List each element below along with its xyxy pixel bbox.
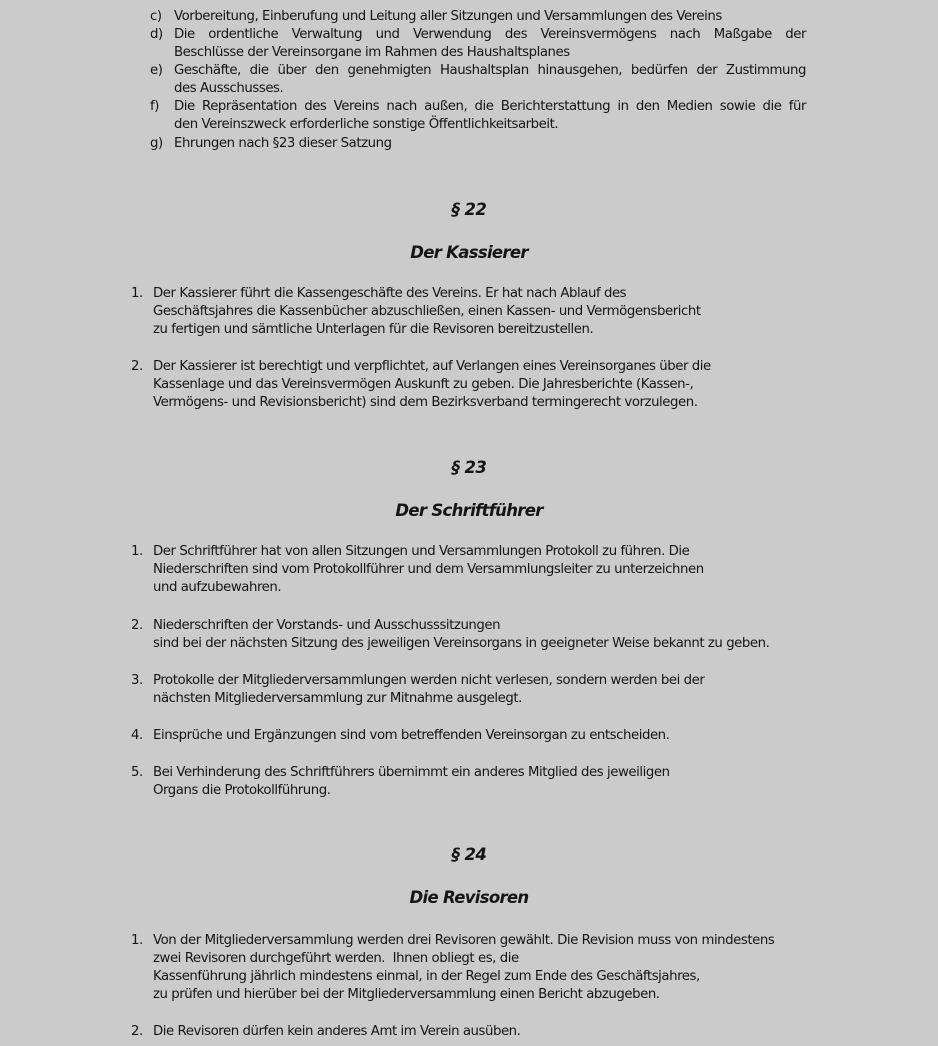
- list-text: nächsten Mitgliederversammlung zur Mitnahme ausgelegt.: [153, 691, 522, 706]
- list-marker: 3.: [131, 673, 143, 688]
- list-text: Einsprüche und Ergänzungen sind vom betreffenden Vereinsorgan zu entscheiden.: [153, 728, 670, 743]
- list-marker: 2.: [131, 618, 143, 633]
- list-text: Kassenführung jährlich mindestens einmal, in der Regel zum Ende des Geschäftsjahres,: [153, 969, 700, 984]
- list-text: des Ausschusses.: [174, 81, 284, 96]
- list-marker: 4.: [131, 728, 143, 743]
- section-number: § 24: [451, 845, 487, 864]
- list-text: zu fertigen und sämtliche Unterlagen für die Revisoren bereitzustellen.: [153, 322, 594, 337]
- list-text: Die Repräsentation des Vereins nach außen, die Berichterstattung in den Medien sowie die für: [174, 99, 806, 114]
- list-text: Protokolle der Mitgliederversammlungen werden nicht verlesen, sondern werden bei der: [153, 673, 705, 688]
- list-text: Die ordentliche Verwaltung und Verwendung des Vereinsvermögens nach Maßgabe der: [174, 27, 806, 42]
- list-text: Niederschriften sind vom Protokollführer und dem Versammlungsleiter zu unterzeichnen: [153, 562, 704, 577]
- list-text: Bei Verhinderung des Schriftführers übernimmt ein anderes Mitglied des jeweiligen: [153, 765, 670, 780]
- list-text: zwei Revisoren durchgeführt werden. Ihnen obliegt es, die: [153, 951, 519, 966]
- list-marker: g): [150, 136, 163, 151]
- list-text: sind bei der nächsten Sitzung des jeweiligen Vereinsorgans in geeigneter Weise bekannt zu geben.: [153, 636, 770, 651]
- list-text: zu prüfen und hierüber bei der Mitgliederversammlung einen Bericht abzugeben.: [153, 987, 660, 1002]
- section-number: § 23: [451, 458, 487, 477]
- list-marker: e): [150, 63, 163, 78]
- section-number: § 22: [451, 200, 487, 219]
- list-text: den Vereinszweck erforderliche sonstige Öffentlichkeitsarbeit.: [174, 117, 559, 132]
- list-text: Von der Mitgliederversammlung werden drei Revisoren gewählt. Die Revision muss von mindestens: [153, 933, 775, 948]
- list-marker: 1.: [131, 544, 143, 559]
- list-text: Der Kassierer ist berechtigt und verpflichtet, auf Verlangen eines Vereinsorganes über die: [153, 359, 711, 374]
- list-marker: 1.: [131, 933, 143, 948]
- section-title: Die Revisoren: [409, 888, 529, 907]
- list-text: Niederschriften der Vorstands- und Ausschusssitzungen: [153, 618, 501, 633]
- list-text: Vermögens- und Revisionsbericht) sind dem Bezirksverband termingerecht vorzulegen.: [153, 395, 698, 410]
- list-text: Ehrungen nach §23 dieser Satzung: [174, 136, 392, 151]
- list-marker: c): [150, 9, 162, 24]
- list-marker: 1.: [131, 286, 143, 301]
- list-text: und aufzubewahren.: [153, 580, 282, 595]
- list-text: Kassenlage und das Vereinsvermögen Auskunft zu geben. Die Jahresberichte (Kassen-,: [153, 377, 694, 392]
- list-marker: 2.: [131, 359, 143, 374]
- section-title: Der Schriftführer: [395, 501, 543, 520]
- list-marker: d): [150, 27, 163, 42]
- list-marker: f): [150, 99, 159, 114]
- list-marker: 5.: [131, 765, 143, 780]
- list-text: Geschäfte, die über den genehmigten Haushaltsplan hinausgehen, bedürfen der Zustimmung: [174, 63, 806, 78]
- list-text: Der Schriftführer hat von allen Sitzungen und Versammlungen Protokoll zu führen. Die: [153, 544, 690, 559]
- list-text: Der Kassierer führt die Kassengeschäfte des Vereins. Er hat nach Ablauf des: [153, 286, 627, 301]
- list-marker: 2.: [131, 1024, 143, 1039]
- list-text: Vorbereitung, Einberufung und Leitung aller Sitzungen und Versammlungen des Vereins: [174, 9, 722, 24]
- list-text: Die Revisoren dürfen kein anderes Amt im Verein ausüben.: [153, 1024, 521, 1039]
- section-title: Der Kassierer: [410, 243, 528, 262]
- list-text: Beschlüsse der Vereinsorgane im Rahmen des Haushaltsplanes: [174, 45, 570, 60]
- list-text: Geschäftsjahres die Kassenbücher abzuschließen, einen Kassen- und Vermögensbericht: [153, 304, 701, 319]
- list-text: Organs die Protokollführung.: [153, 783, 331, 798]
